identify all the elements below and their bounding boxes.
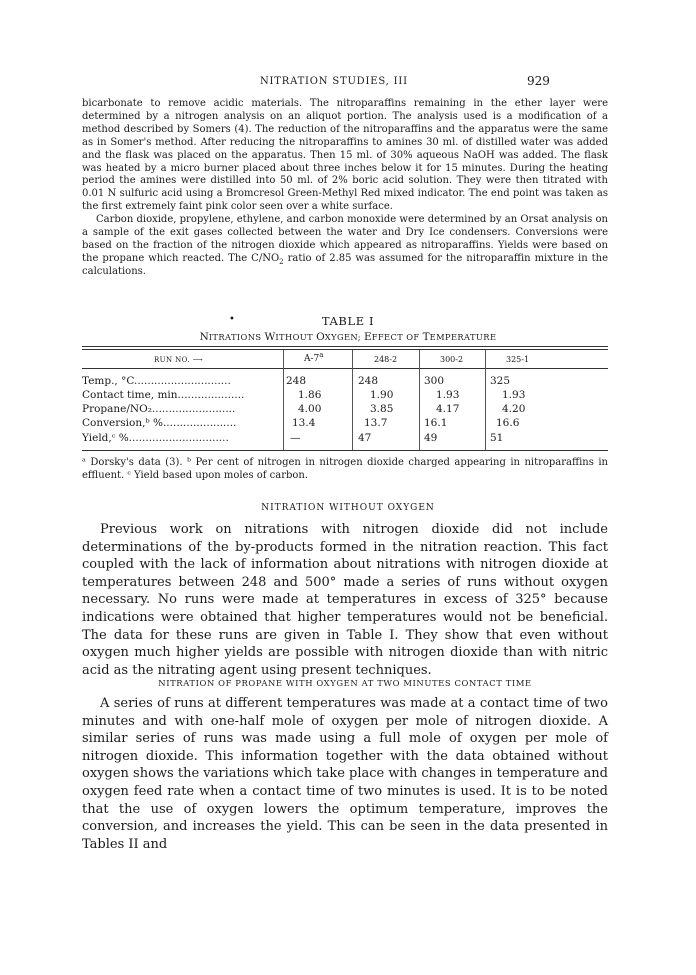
row-label: Propane/NO₂......................... xyxy=(82,403,236,415)
table-header-label: RUN NO. ⟶ xyxy=(154,356,204,364)
table-cell: 1.93 xyxy=(436,389,460,401)
methods-text xyxy=(82,98,608,279)
section-heading: NITRATION OF PROPANE WITH OXYGEN AT TWO MINUTES CONTACT TIME xyxy=(158,678,532,688)
column-header: 248-2 xyxy=(374,355,398,364)
table-top-rule-double xyxy=(82,349,608,350)
table-cell: 47 xyxy=(358,432,372,444)
table-bullet-mark: • xyxy=(229,314,235,325)
table-cell: 248 xyxy=(358,375,379,387)
column-header: 300-2 xyxy=(440,355,464,364)
table-cell: — xyxy=(290,432,301,444)
paragraph-gas-analysis: Carbon dioxide, propylene, ethylene, and carbon monoxide were determined by an Orsat analysis on a sample of the exit gases collected between the water and Dry Ice condensers. Conversions were based on the fraction of the nitrogen dioxide which appeared as nitroparaffins. Yields were based on the propane which reacted. The $C/NO_2$ ratio of 2.85 was assumed for the nitroparaffin mixture in the calculations. xyxy=(82,214,608,277)
table-cell: 1.86 xyxy=(298,389,322,401)
table-cell: 4.17 xyxy=(436,403,460,415)
row-label: Yield,ᶜ %.............................. xyxy=(82,432,229,444)
table-footnote: ᵃ Dorsky's data (3). ᵇ Per cent of nitrogen in nitrogen dioxide charged appearing in nitroparaffins in effluent. ᶜ Yield based upon moles of carbon. xyxy=(82,457,608,481)
table-cell: 4.20 xyxy=(502,403,526,415)
table-cell: 13.7 xyxy=(364,417,388,429)
column-divider xyxy=(419,350,420,450)
table-cell: 1.90 xyxy=(370,389,394,401)
table-cell: 4.00 xyxy=(298,403,322,415)
table-cell: 248 xyxy=(286,375,307,387)
section-body xyxy=(82,695,608,853)
paragraph-analysis: bicarbonate to remove acidic materials. The nitroparaffins remaining in the ether layer were determined by a nitrogen analysis on an aliquot portion. The analysis used is a modification of a method described by Somers (4). The reduction of the nitroparaffins and the apparatus were the same as in Somer's method. After reducing the nitroparaffins to amines 30 ml. of distilled water was added and the flask was placed on the apparatus. Then 15 ml. of 30% aqueous NaOH was added. The flask was heated by a micro burner placed about three inches below it for 15 minutes. During the heating period the amines were distilled into 50 ml. of 2% boric acid solution. They were then titrated with 0.01 N sulfuric acid using a Bromcresol Green-Methyl Red mixed indicator. The end point was taken as the first extremely faint pink color seen over a white surface. xyxy=(82,98,608,213)
table-top-rule xyxy=(82,346,608,347)
table-header-rule xyxy=(82,368,608,369)
table-cell: 1.93 xyxy=(502,389,526,401)
section-heading: NITRATION WITHOUT OXYGEN xyxy=(261,503,435,513)
row-label: Contact time, min.................... xyxy=(82,389,245,401)
paragraph-with-oxygen: A series of runs at different temperatures was made at a contact time of two minutes and with one-half mole of oxygen per mole of nitrogen dioxide. A similar series of runs was made using a full mole of oxygen per mole of nitrogen dioxide. This information together with the data obtained without oxygen shows the variations which take place with changes in temperature and oxygen feed rate when a contact time of two minutes is used. It is to be noted that the use of oxygen lowers the optimum temperature, improves the conversion, and increases the yield. This can be seen in the data presented in Tables II and xyxy=(82,696,608,852)
table-title: TABLE I xyxy=(321,314,375,328)
column-divider xyxy=(352,350,353,450)
column-divider xyxy=(485,350,486,450)
row-label: Conversion,ᵇ %...................... xyxy=(82,417,237,429)
column-header: 325-1 xyxy=(506,355,530,364)
table-cell: 51 xyxy=(490,432,504,444)
table-caption: NITRATIONS WITHOUT OXYGEN; EFFECT OF TEMPERATURE xyxy=(199,331,497,343)
table-cell: 16.1 xyxy=(424,417,448,429)
data-table xyxy=(82,346,608,452)
table-cell: 3.85 xyxy=(370,403,394,415)
table-cell: 16.6 xyxy=(496,417,520,429)
row-label: Temp., °C............................. xyxy=(82,375,231,387)
section-body xyxy=(82,521,608,679)
table-bottom-rule xyxy=(82,450,608,451)
table-cell: 13.4 xyxy=(292,417,316,429)
running-head: NITRATION STUDIES, III xyxy=(260,76,408,87)
paragraph-without-oxygen: Previous work on nitrations with nitrogen dioxide did not include determinations of the by-products formed in the nitration reaction. This fact coupled with the lack of information about nitrations with nitrogen dioxide at temperatures between 248 and 500° made a series of runs without oxygen necessary. No runs were made at temperatures in excess of 325° because indications were obtained that higher temperatures would not be beneficial. The data for these runs are given in Table I. They show that even without oxygen much higher yields are possible with nitrogen dioxide than with nitric acid as the nitrating agent using present techniques. xyxy=(82,522,608,678)
page-number: 929 xyxy=(527,74,550,88)
table-cell: 300 xyxy=(424,375,445,387)
table-cell: 325 xyxy=(490,375,511,387)
column-divider xyxy=(283,350,284,450)
table-cell: 49 xyxy=(424,432,438,444)
column-header: A-7$^a$ xyxy=(304,351,324,364)
